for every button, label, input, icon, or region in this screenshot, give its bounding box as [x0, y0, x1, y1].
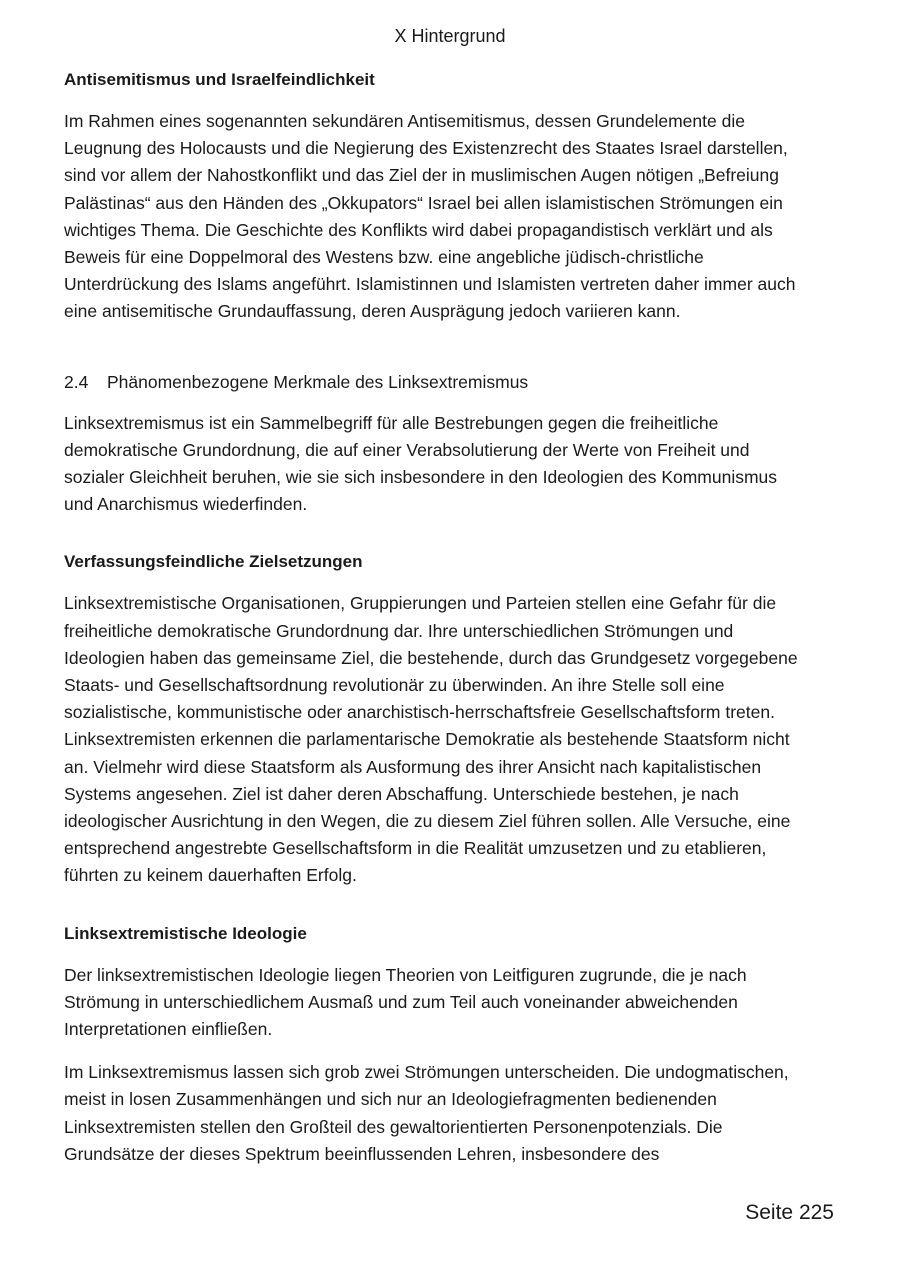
heading-ideologie: Linksextremistische Ideologie	[64, 923, 307, 943]
heading-zielsetzungen: Verfassungsfeindliche Zielsetzungen	[64, 552, 363, 572]
paragraph-ideologie-1: Der linksextremistischen Ideologie liegen Theorien von Leitfiguren zugrunde, die je nach Strömung in unterschiedlichem Ausmaß und zum Teil auch voneinander abweichenden Interpretationen einfließen.	[64, 964, 747, 1040]
paragraph-zielsetzungen: Linksextremistische Organisationen, Gruppierungen und Parteien stellen eine Gefahr für die freiheitliche demokratische Grundordnung dar. Ihre unterschiedlichen Strömungen und Ideologien haben das gemeinsame Ziel, die bestehende, durch das Grundgesetz vorgegebene Staats- und Gesellschaftsordnung revolutionär zu überwinden. An ihre Stelle soll eine sozialistische, kommunistische oder anarchistisch-herrschaftsfreie Gesellschaftsform treten. Linksextremisten erkennen die parlamentarische Demokratie als bestehende Staatsform nicht an. Vielmehr wird diese Staatsform als Ausformung des ihrer Ansicht nach kapitalistischen Systems angesehen. Ziel ist daher deren Abschaffung. Unterschiede bestehen, je nach ideologischer Ausrichtung in den Wegen, die zu diesem Ziel führen sollen. Alle Versuche, eine entsprechend angestrebte Gesellschaftsform in die Realität umzusetzen und zu etablieren, führten zu keinem dauerhaften Erfolg.	[64, 593, 798, 886]
section-number: 2.4	[64, 371, 89, 392]
paragraph-antisemitismus: Im Rahmen eines sogenannten sekundären Antisemitismus, dessen Grundelemente die Leugnung des Holocausts und die Negierung des Existenzrecht des Staates Israel darstellen, sind vor allem der Nahostkonflikt und das Ziel der in muslimischen Augen nötigen „Befreiung Palästinas“ aus den Händen des „Okkupators“ Israel bei allen islamistischen Strömungen ein wichtiges Thema. Die Geschichte des Konflikts wird dabei propagandistisch verklärt und als Beweis für eine Doppelmoral des Westens bzw. eine angebliche jüdisch-christliche Unterdrückung des Islams angeführt. Islamistinnen und Islamisten vertreten daher immer auch eine antisemitische Grundauffassung, deren Ausprägung jedoch variieren kann.	[64, 111, 796, 322]
paragraph-ideologie-2: Im Linksextremismus lassen sich grob zwei Strömungen unterscheiden. Die undogmatischen, meist in losen Zusammenhängen und sich nur an Ideologiefragmenten bedienenden Linksextremisten stellen den Großteil des gewaltorientierten Personenpotenzials. Die Grundsätze der dieses Spektrum beeinflussenden Lehren, insbesondere des	[64, 1062, 789, 1164]
page-body	[64, 68, 804, 1184]
section-heading-2-4	[64, 370, 804, 394]
running-header-title: X Hintergrund	[394, 26, 506, 46]
page-number: Seite 225	[745, 1201, 834, 1224]
heading-antisemitismus: Antisemitismus und Israelfeindlichkeit	[64, 70, 375, 89]
paragraph-linksextremismus-definition: Linksextremismus ist ein Sammelbegriff für alle Bestrebungen gegen die freiheitliche demokratische Grundordnung, die auf einer Verabsolutierung der Werte von Freiheit und sozialer Gleichheit beruhen, wie sie sich insbesondere in den Ideologien des Kommunismus und Anarchismus wiederfinden.	[64, 412, 778, 515]
section-title: Phänomenbezogene Merkmale des Linksextremismus	[107, 371, 529, 392]
